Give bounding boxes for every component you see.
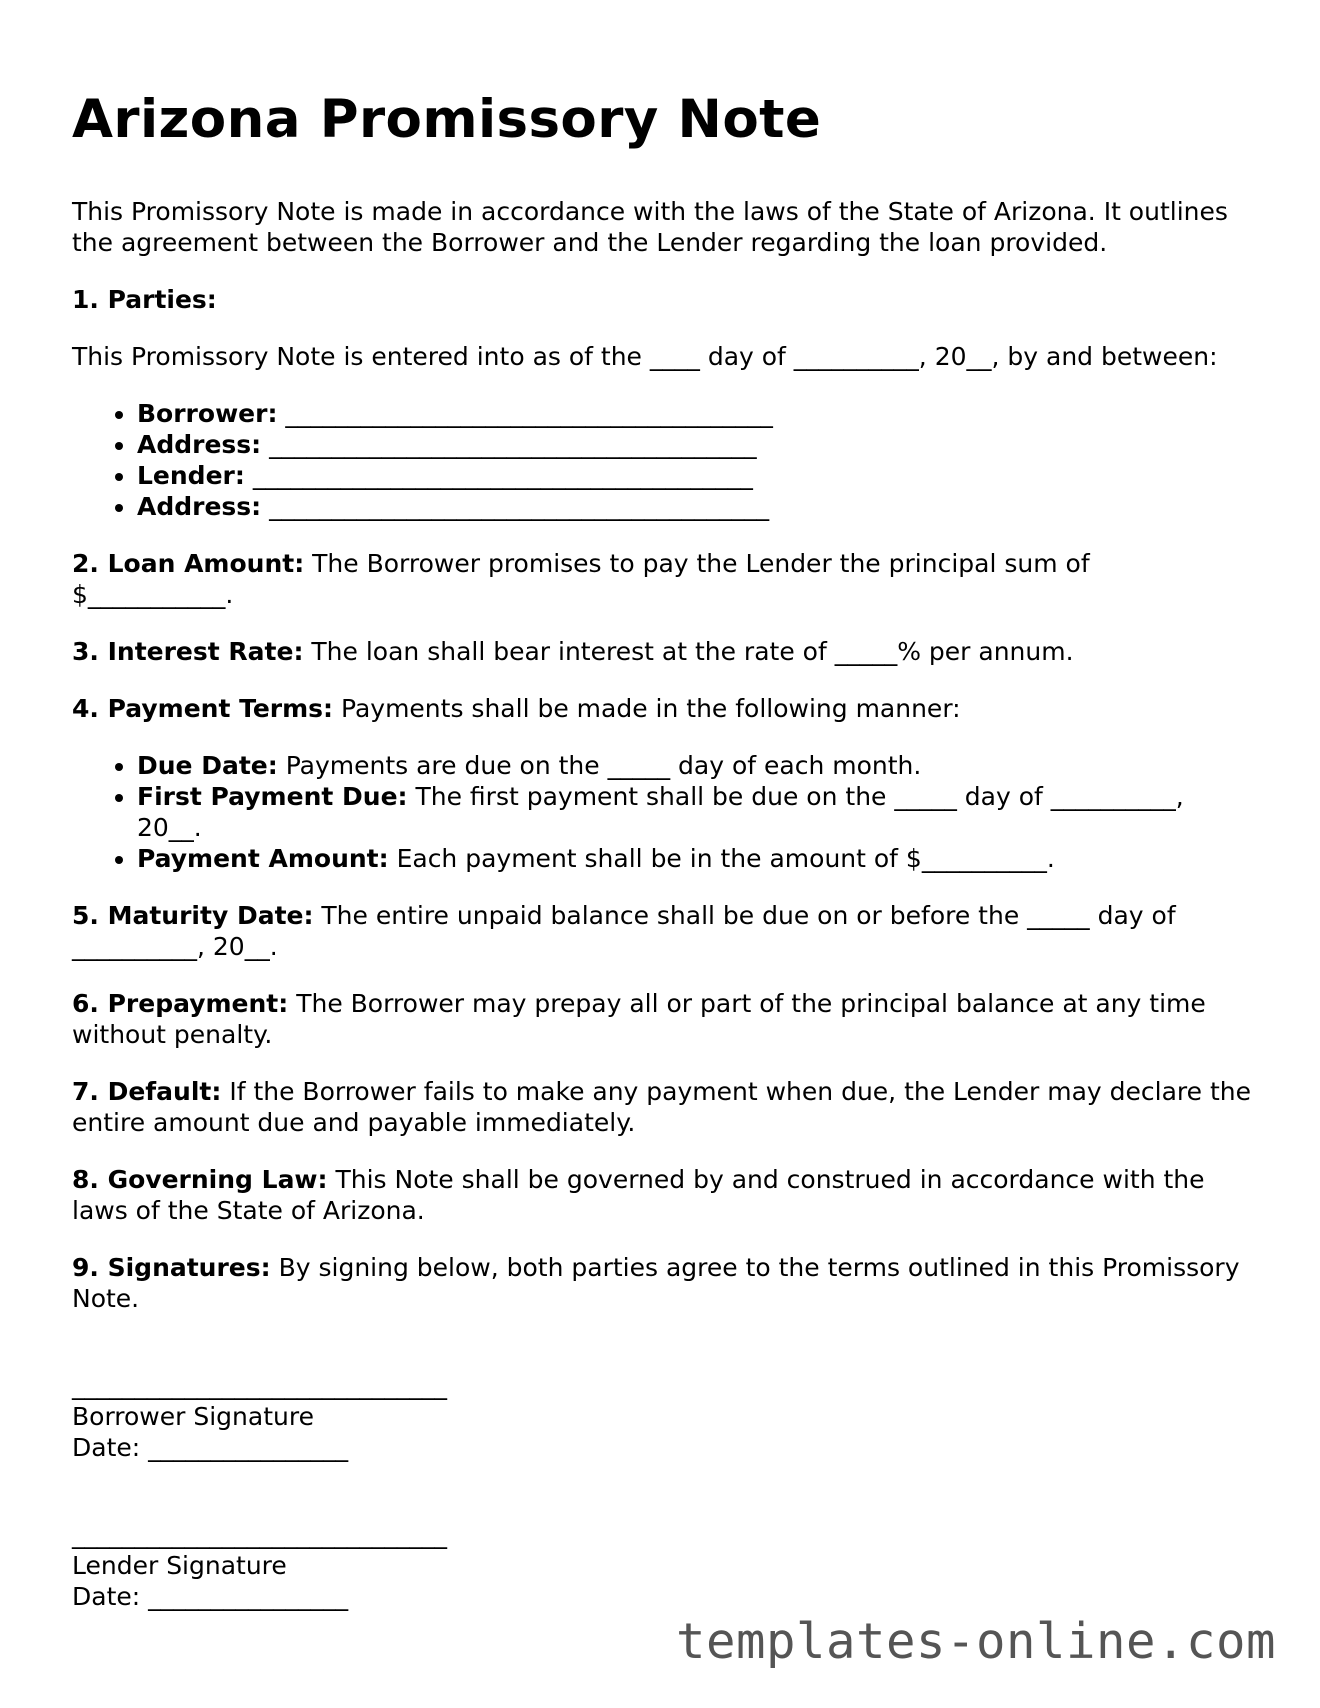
payment-item-label: Payment Amount:: [137, 844, 389, 873]
section-signatures: [72, 1252, 1252, 1314]
lender-signature-caption: Lender Signature: [72, 1551, 287, 1580]
section-text: Payments shall be made in the following manner:: [333, 694, 961, 723]
intro-paragraph: This Promissory Note is made in accordance with the laws of the State of Arizona. It outlines the agreement between the Borrower and the Lender regarding the loan provided.: [72, 197, 1228, 257]
payment-item-text: Each payment shall be in the amount of $__________.: [388, 844, 1055, 873]
section-text: The entire unpaid balance shall be due on or before the _____ day of __________, 20__.: [72, 901, 1176, 961]
borrower-signature-block: [72, 1370, 1252, 1463]
section-text: This Note shall be governed by and construed in accordance with the laws of the State of Arizona.: [72, 1165, 1205, 1225]
section-label: 8. Governing Law:: [72, 1165, 328, 1194]
section-text: The Borrower may prepay all or part of the principal balance at any time without penalty.: [72, 989, 1206, 1049]
section-loan-amount: [72, 548, 1252, 610]
parties-heading: [72, 284, 1252, 315]
section-label: 6. Prepayment:: [72, 989, 289, 1018]
document-page: [72, 88, 1252, 1612]
parties-list: [72, 398, 1252, 522]
watermark-text: templates-online.com: [675, 1613, 1276, 1670]
section-prepayment: [72, 988, 1252, 1050]
section-governing-law: [72, 1164, 1252, 1226]
section-label: 9. Signatures:: [72, 1253, 271, 1282]
payment-item-text: Payments are due on the _____ day of each month.: [277, 751, 922, 780]
section-label: 7. Default:: [72, 1077, 222, 1106]
section-interest-rate: [72, 636, 1252, 667]
payment-item-first-payment: [137, 781, 1252, 843]
parties-item-borrower-address: [137, 429, 1252, 460]
section-maturity-date: [72, 900, 1252, 962]
parties-item-label: Address:: [137, 430, 262, 459]
parties-item-label: Lender:: [137, 461, 245, 490]
section-default: [72, 1076, 1252, 1138]
lender-signature-date: Date: ________________: [72, 1582, 349, 1611]
lender-signature-block: [72, 1519, 1252, 1612]
lender-signature-line: ______________________________: [72, 1520, 447, 1549]
payment-item-label: Due Date:: [137, 751, 278, 780]
section-text: The loan shall bear interest at the rate of _____% per annum.: [303, 637, 1074, 666]
parties-item-label: Address:: [137, 492, 262, 521]
parties-item-blank: ________________________________________: [261, 492, 770, 521]
section-text: By signing below, both parties agree to the terms outlined in this Promissory Note.: [72, 1253, 1240, 1313]
section-payment-terms: [72, 693, 1252, 724]
parties-paragraph: This Promissory Note is entered into as of the ____ day of __________, 20__, by and between:: [72, 342, 1218, 371]
parties-item-borrower: [137, 398, 1252, 429]
section-label: 4. Payment Terms:: [72, 694, 334, 723]
borrower-signature-caption: Borrower Signature: [72, 1402, 314, 1431]
payment-item-amount: [137, 843, 1252, 874]
payment-item-label: First Payment Due:: [137, 782, 408, 811]
section-label: 3. Interest Rate:: [72, 637, 304, 666]
payment-terms-list: [72, 750, 1252, 874]
section-label: 2. Loan Amount:: [72, 549, 305, 578]
parties-item-lender-address: [137, 491, 1252, 522]
payment-item-text: The first payment shall be due on the _____ day of __________, 20__.: [137, 782, 1184, 842]
section-label: 5. Maturity Date:: [72, 901, 314, 930]
borrower-signature-date: Date: ________________: [72, 1433, 349, 1462]
borrower-signature-line: ______________________________: [72, 1371, 447, 1400]
parties-heading-label: 1. Parties:: [72, 285, 217, 314]
parties-item-blank: _______________________________________: [261, 430, 757, 459]
parties-item-blank: _______________________________________: [277, 399, 773, 428]
document-title: Arizona Promissory Note: [72, 89, 822, 150]
section-text: The Borrower promises to pay the Lender the principal sum of $___________.: [72, 549, 1090, 609]
parties-item-lender: [137, 460, 1252, 491]
parties-item-label: Borrower:: [137, 399, 278, 428]
payment-item-due-date: [137, 750, 1252, 781]
parties-item-blank: ________________________________________: [244, 461, 753, 490]
section-text: If the Borrower fails to make any payment when due, the Lender may declare the entire amount due and payable immediately.: [72, 1077, 1251, 1137]
